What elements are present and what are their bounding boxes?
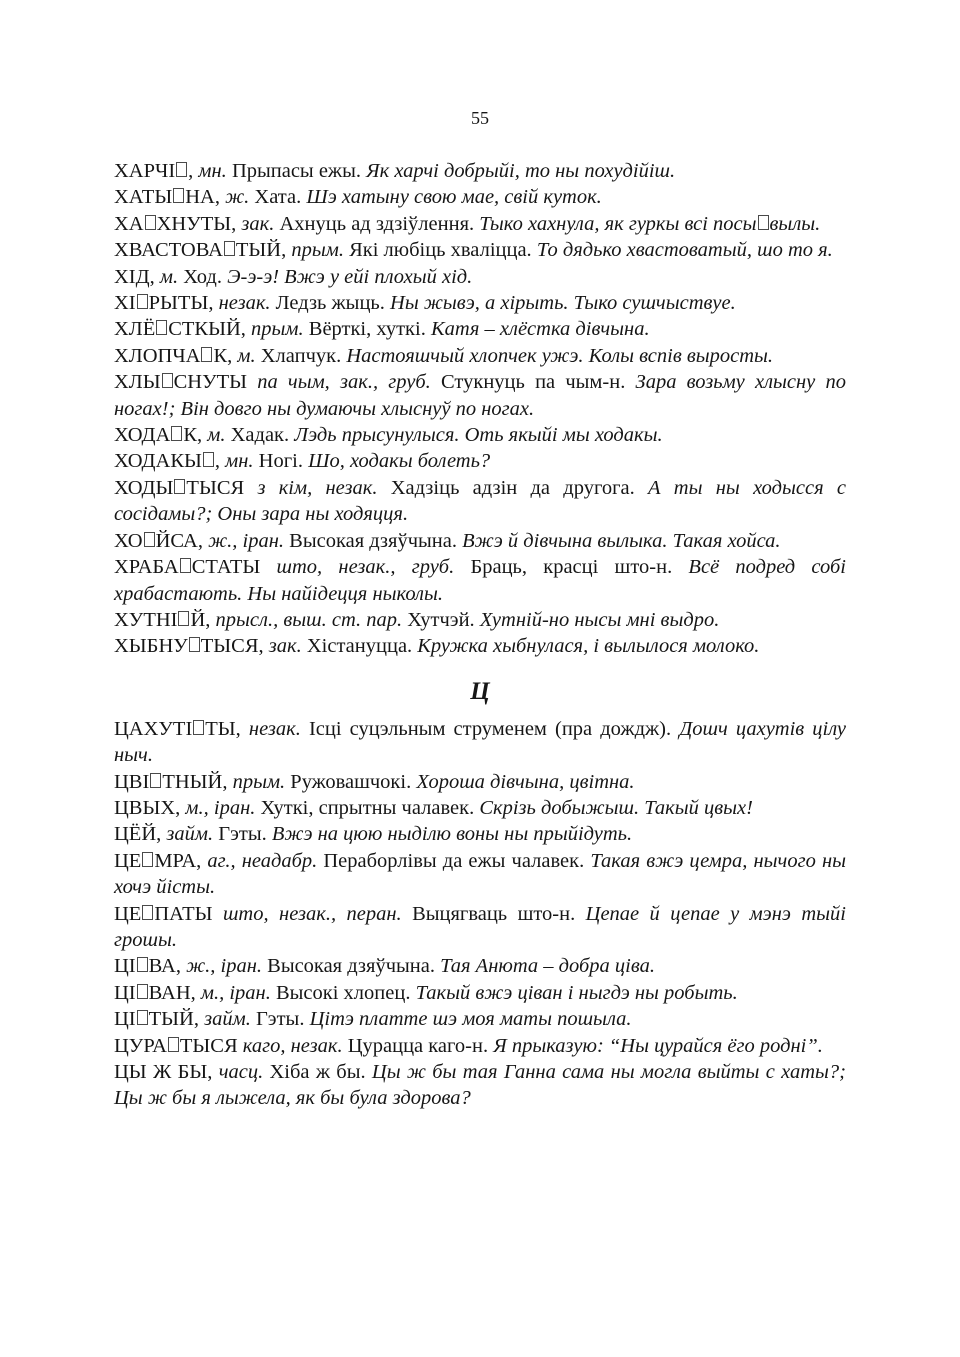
dictionary-entry xyxy=(114,953,846,979)
definition: Хлапчук. xyxy=(260,344,347,367)
grammar-label: м. xyxy=(207,424,231,447)
grammar-label: ж., іран. xyxy=(186,955,268,978)
missing-glyph-box xyxy=(193,720,204,735)
missing-glyph-box xyxy=(162,373,173,388)
grammar-label: ж. xyxy=(225,186,255,209)
dictionary-entry xyxy=(114,1006,846,1032)
headword: ХАТЫ НА, xyxy=(114,186,226,209)
definition: Ногі. xyxy=(258,450,309,473)
dictionary-entry xyxy=(114,769,846,795)
example: Скрізь добыжыш. Такый цвых! xyxy=(479,796,753,819)
grammar-label: займ. xyxy=(166,823,219,846)
headword: ЦВЫХ, xyxy=(114,796,186,819)
grammar-label: незак. xyxy=(218,292,276,315)
dictionary-entry xyxy=(114,290,846,316)
dictionary-entry xyxy=(114,422,846,448)
definition: Высокая дзяўчына. xyxy=(267,955,441,978)
example: Цітэ платте шэ моя маты пошыла. xyxy=(309,1008,632,1031)
definition: Высокі хлопец. xyxy=(275,981,416,1004)
example: Шэ хатыну свою мае, свій куток. xyxy=(306,186,602,209)
headword: ХІД, xyxy=(114,265,160,288)
missing-glyph-box xyxy=(142,852,153,867)
definition: Хадзіць адзін да другога. xyxy=(390,476,649,499)
definition: Вёрткі, хуткі. xyxy=(308,318,431,341)
headword: ХЛЫ СНУТЫ xyxy=(114,371,258,394)
headword: ЦЫ Ж БЫ, xyxy=(114,1061,219,1083)
missing-glyph-box xyxy=(173,188,184,203)
headword: ХАРЧІ , xyxy=(114,160,199,182)
headword: ЦАХУТІ ТЫ, xyxy=(114,717,249,740)
example: Тыко хахнула, як гуркы всі посы вылы. xyxy=(479,212,821,235)
grammar-label: м. xyxy=(237,344,261,367)
missing-glyph-box xyxy=(137,1010,148,1025)
definition: Хата. xyxy=(254,186,307,209)
headword: ХВАСТОВА ТЫЙ, xyxy=(114,239,292,262)
example: Вжэ й дівчына вылыка. Такая хойса. xyxy=(462,529,781,552)
dictionary-entry xyxy=(114,821,846,847)
example: Всё подред собі храбастають. Ны найідецця ныколы. xyxy=(114,556,846,605)
dictionary-entry xyxy=(114,980,846,1006)
example: Кружка хыбнулася, і вылылося молоко. xyxy=(417,635,760,658)
example: Як харчі добрыйі, то ны похудійіш. xyxy=(366,160,676,182)
missing-glyph-box xyxy=(171,426,182,441)
missing-glyph-box xyxy=(174,479,185,494)
example: Цы ж бы тая Ганна сама ны могла выйты с хаты?; Цы ж бы я лыжела, як бы була здорова? xyxy=(114,1061,846,1110)
dictionary-entry xyxy=(114,448,846,474)
grammar-label: з кім, незак. xyxy=(257,476,391,499)
grammar-label: што, незак., груб. xyxy=(276,556,471,579)
example: Вжэ на цюю ныділю воны ны прыйідуть. xyxy=(271,823,633,846)
dictionary-entry xyxy=(114,716,846,769)
headword: ХОДАКЫ , xyxy=(114,450,226,473)
dictionary-entry xyxy=(114,158,846,184)
dictionary-entry xyxy=(114,475,846,528)
example: Хороша дівчына, цвітна. xyxy=(416,770,635,793)
headword: ХРАБА СТАТЫ xyxy=(114,556,277,579)
missing-glyph-box xyxy=(758,215,769,230)
headword: ХОДЫ ТЫСЯ xyxy=(114,476,258,499)
grammar-label: зак. xyxy=(268,635,307,658)
example: Хутній-но нысы мні выдро. xyxy=(479,608,720,631)
example: Зара возьму хлысну по ногах!; Він довго ны думаючы хлыснуў по ногах. xyxy=(114,371,846,420)
example: Тая Анюта – добра ціва. xyxy=(440,955,655,978)
page-number: 55 xyxy=(471,108,489,128)
dictionary-entry xyxy=(114,264,846,290)
grammar-label: мн. xyxy=(225,450,259,473)
missing-glyph-box xyxy=(150,773,161,788)
dictionary-entry xyxy=(114,607,846,633)
grammar-label: займ. xyxy=(204,1008,256,1031)
headword: ЦЕ МРА, xyxy=(114,849,208,872)
missing-glyph-box xyxy=(137,294,148,309)
missing-glyph-box xyxy=(137,957,148,972)
grammar-label: часц. xyxy=(218,1061,270,1083)
definition: Выцягваць што-н. xyxy=(412,902,586,925)
example: А ты ны ходысся с сосідамы?; Оны зара ны ходяцця. xyxy=(114,476,847,526)
missing-glyph-box xyxy=(137,984,148,999)
grammar-label: прысл., выш. ст. пар. xyxy=(215,608,408,631)
definition: Гэты. xyxy=(218,823,272,846)
missing-glyph-box xyxy=(145,215,156,230)
example: Ны жывэ, а хірыть. Тыко сушчыствуе. xyxy=(390,292,736,315)
grammar-label: незак. xyxy=(248,717,309,740)
example: Я прыказую: “Ны цурайся ёго родні”. xyxy=(493,1034,823,1057)
definition: Пераборлівы да ежы чалавек. xyxy=(323,849,591,872)
dictionary-entry xyxy=(114,316,846,342)
example: Такый вжэ ціван і ныгдэ ны робыть. xyxy=(415,981,738,1004)
headword: ХА ХНУТЫ, xyxy=(114,212,242,235)
example: Настояшчый хлопчек ужэ. Колы вспів выросты. xyxy=(346,344,774,367)
headword: ХЛЁ СТКЫЙ, xyxy=(114,318,252,341)
headword: ЦВІ ТНЫЙ, xyxy=(114,770,233,793)
dictionary-entry xyxy=(114,795,846,821)
definition: Ісці суцэльным струменем (пра дождж). xyxy=(308,717,680,740)
missing-glyph-box xyxy=(144,532,155,547)
example: Дошч цахутів цілу ныч. xyxy=(114,717,846,767)
example: Катя – хлёстка дівчына. xyxy=(430,318,650,341)
grammar-label: прым. xyxy=(232,770,291,793)
example: Такая вжэ цемра, нычого ны хочэ йісты. xyxy=(114,849,846,899)
definition: Цурацца каго-н. xyxy=(347,1034,494,1057)
missing-glyph-box xyxy=(203,452,214,467)
missing-glyph-box xyxy=(189,637,200,652)
definition: Прыпасы ежы. xyxy=(231,160,367,182)
dictionary-entry xyxy=(114,633,846,659)
grammar-label: што, незак., перан. xyxy=(222,902,413,925)
example: Лэдь прысунулыся. Оть якыйі мы ходакы. xyxy=(294,424,663,447)
missing-glyph-box xyxy=(224,241,235,256)
definition: Высокая дзяўчына. xyxy=(289,529,463,552)
dictionary-entry xyxy=(114,1059,846,1112)
missing-glyph-box xyxy=(201,347,212,362)
dictionary-entry xyxy=(114,211,846,237)
headword: ХЛОПЧА К, xyxy=(114,344,238,367)
grammar-label: ж., іран. xyxy=(208,529,290,552)
dictionary-entry xyxy=(114,369,846,422)
definition: Стукнуць па чым-н. xyxy=(441,371,636,394)
grammar-label: каго, незак. xyxy=(242,1034,348,1057)
missing-glyph-box xyxy=(178,611,189,626)
definition: Хадак. xyxy=(230,424,295,447)
grammar-label: па чым, зак., груб. xyxy=(257,371,442,394)
example: То дядько хвастоватый, шо то я. xyxy=(536,239,833,262)
dictionary-content xyxy=(114,158,846,1112)
headword: ЦІ ТЫЙ, xyxy=(114,1008,205,1031)
missing-glyph-box xyxy=(156,320,167,335)
dictionary-entry xyxy=(114,554,846,607)
dictionary-entry xyxy=(114,184,846,210)
definition: Ход. xyxy=(183,265,228,288)
headword: ХІ РЫТЫ, xyxy=(114,292,219,315)
grammar-label: м., іран. xyxy=(185,796,261,819)
definition: Хутчэй. xyxy=(407,608,480,631)
headword: ХОДА К, xyxy=(114,424,208,447)
definition: Які любіць хваліцца. xyxy=(349,239,537,262)
dictionary-entry xyxy=(114,237,846,263)
definition: Гэты. xyxy=(255,1008,310,1031)
example: Цепае й цепае у мэнэ тыйі грошы. xyxy=(114,902,846,951)
grammar-label: прым. xyxy=(291,239,350,262)
dictionary-entry xyxy=(114,528,846,554)
grammar-label: м. xyxy=(159,265,184,288)
grammar-label: м., іран. xyxy=(200,981,276,1004)
definition: Хуткі, спрытны чалавек. xyxy=(260,796,480,819)
definition: Ружовашчокі. xyxy=(290,770,417,793)
headword: ЦЕ ПАТЫ xyxy=(114,902,223,925)
grammar-label: аг., неадабр. xyxy=(207,849,324,872)
definition: Хіба ж бы. xyxy=(269,1061,372,1083)
headword: ЦІ ВАН, xyxy=(114,981,201,1004)
dictionary-entry xyxy=(114,343,846,369)
example: Э-э-э! Вжэ у ейі плохый хід. xyxy=(227,265,473,288)
headword: ХЫБНУ ТЫСЯ, xyxy=(114,635,269,658)
section-letter-header: Ц xyxy=(470,677,490,705)
dictionary-entry xyxy=(114,848,846,901)
dictionary-entry xyxy=(114,1033,846,1059)
example: Шо, ходакы болеть? xyxy=(308,450,491,473)
missing-glyph-box xyxy=(180,558,191,573)
headword: ХО ЙСА, xyxy=(114,529,209,552)
headword: ХУТНІ Й, xyxy=(114,608,216,631)
headword: ЦЁЙ, xyxy=(114,823,167,846)
missing-glyph-box xyxy=(168,1037,179,1052)
definition: Хістануцца. xyxy=(306,635,418,658)
definition: Ахнуць ад здзіўлення. xyxy=(279,212,480,235)
definition: Браць, красці што-н. xyxy=(470,556,689,579)
missing-glyph-box xyxy=(176,162,187,177)
grammar-label: прым. xyxy=(251,318,309,341)
definition: Ледзь жыць. xyxy=(275,292,391,315)
missing-glyph-box xyxy=(142,905,153,920)
headword: ЦУРА ТЫСЯ xyxy=(114,1034,243,1057)
grammar-label: мн. xyxy=(198,160,232,182)
grammar-label: зак. xyxy=(241,212,280,235)
dictionary-entry xyxy=(114,901,846,954)
headword: ЦІ ВА, xyxy=(114,955,187,978)
